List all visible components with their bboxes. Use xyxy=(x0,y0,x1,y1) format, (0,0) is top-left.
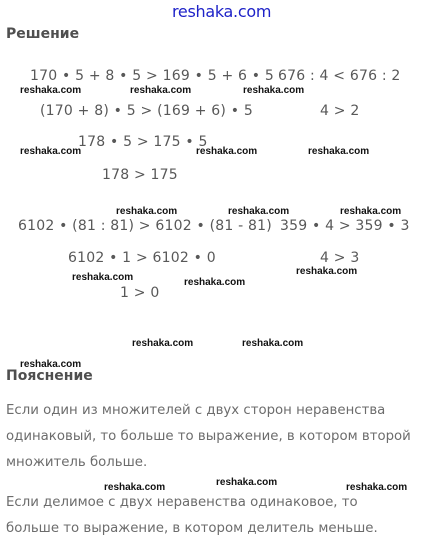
expression-line: 359 • 4 > 359 • 3 xyxy=(280,218,410,234)
watermark: reshaka.com xyxy=(72,272,134,283)
watermark: reshaka.com xyxy=(20,359,82,370)
watermark: reshaka.com xyxy=(228,206,290,217)
expression-line: 4 > 3 xyxy=(320,250,360,266)
watermark: reshaka.com xyxy=(308,146,370,157)
watermark: reshaka.com xyxy=(242,338,304,349)
expression-line: (170 + 8) • 5 > (169 + 6) • 5 xyxy=(40,103,253,119)
expression-line: 178 • 5 > 175 • 5 xyxy=(78,134,208,150)
expression-line: 6102 • (81 : 81) > 6102 • (81 - 81) xyxy=(18,218,272,234)
watermark: reshaka.com xyxy=(20,146,82,157)
explanation-paragraph-line: Если один из множителей с двух сторон неравенства xyxy=(6,403,386,418)
expression-line: 4 > 2 xyxy=(320,103,360,119)
watermark: reshaka.com xyxy=(296,266,358,277)
expression-line: 170 • 5 + 8 • 5 > 169 • 5 + 6 • 5 xyxy=(30,68,275,84)
watermark: reshaka.com xyxy=(216,477,278,488)
watermark: reshaka.com xyxy=(346,482,408,493)
watermark: reshaka.com xyxy=(184,277,246,288)
expression-line: 6102 • 1 > 6102 • 0 xyxy=(68,250,216,266)
watermark: reshaka.com xyxy=(196,146,258,157)
watermark: reshaka.com xyxy=(130,85,192,96)
explanation-paragraph-line: Если делимое с двух неравенства одинаковое, то xyxy=(6,495,358,510)
solution-heading: Решение xyxy=(6,26,80,42)
explanation-heading: Пояснение xyxy=(6,368,93,384)
watermark: reshaka.com xyxy=(104,482,166,493)
explanation-paragraph-line: одинаковый, то больше то выражение, в котором второй xyxy=(6,429,411,444)
explanation-paragraph-line: множитель больше. xyxy=(6,455,148,470)
expression-line: 676 : 4 < 676 : 2 xyxy=(278,68,401,84)
watermark: reshaka.com xyxy=(20,85,82,96)
watermark: reshaka.com xyxy=(116,206,178,217)
site-title[interactable]: reshaka.com xyxy=(172,2,272,21)
watermark: reshaka.com xyxy=(243,85,305,96)
expression-line: 1 > 0 xyxy=(120,285,160,301)
explanation-paragraph-line: больше то выражение, в котором делитель меньше. xyxy=(6,521,378,536)
watermark: reshaka.com xyxy=(132,338,194,349)
expression-line: 178 > 175 xyxy=(102,167,178,183)
watermark: reshaka.com xyxy=(340,206,402,217)
